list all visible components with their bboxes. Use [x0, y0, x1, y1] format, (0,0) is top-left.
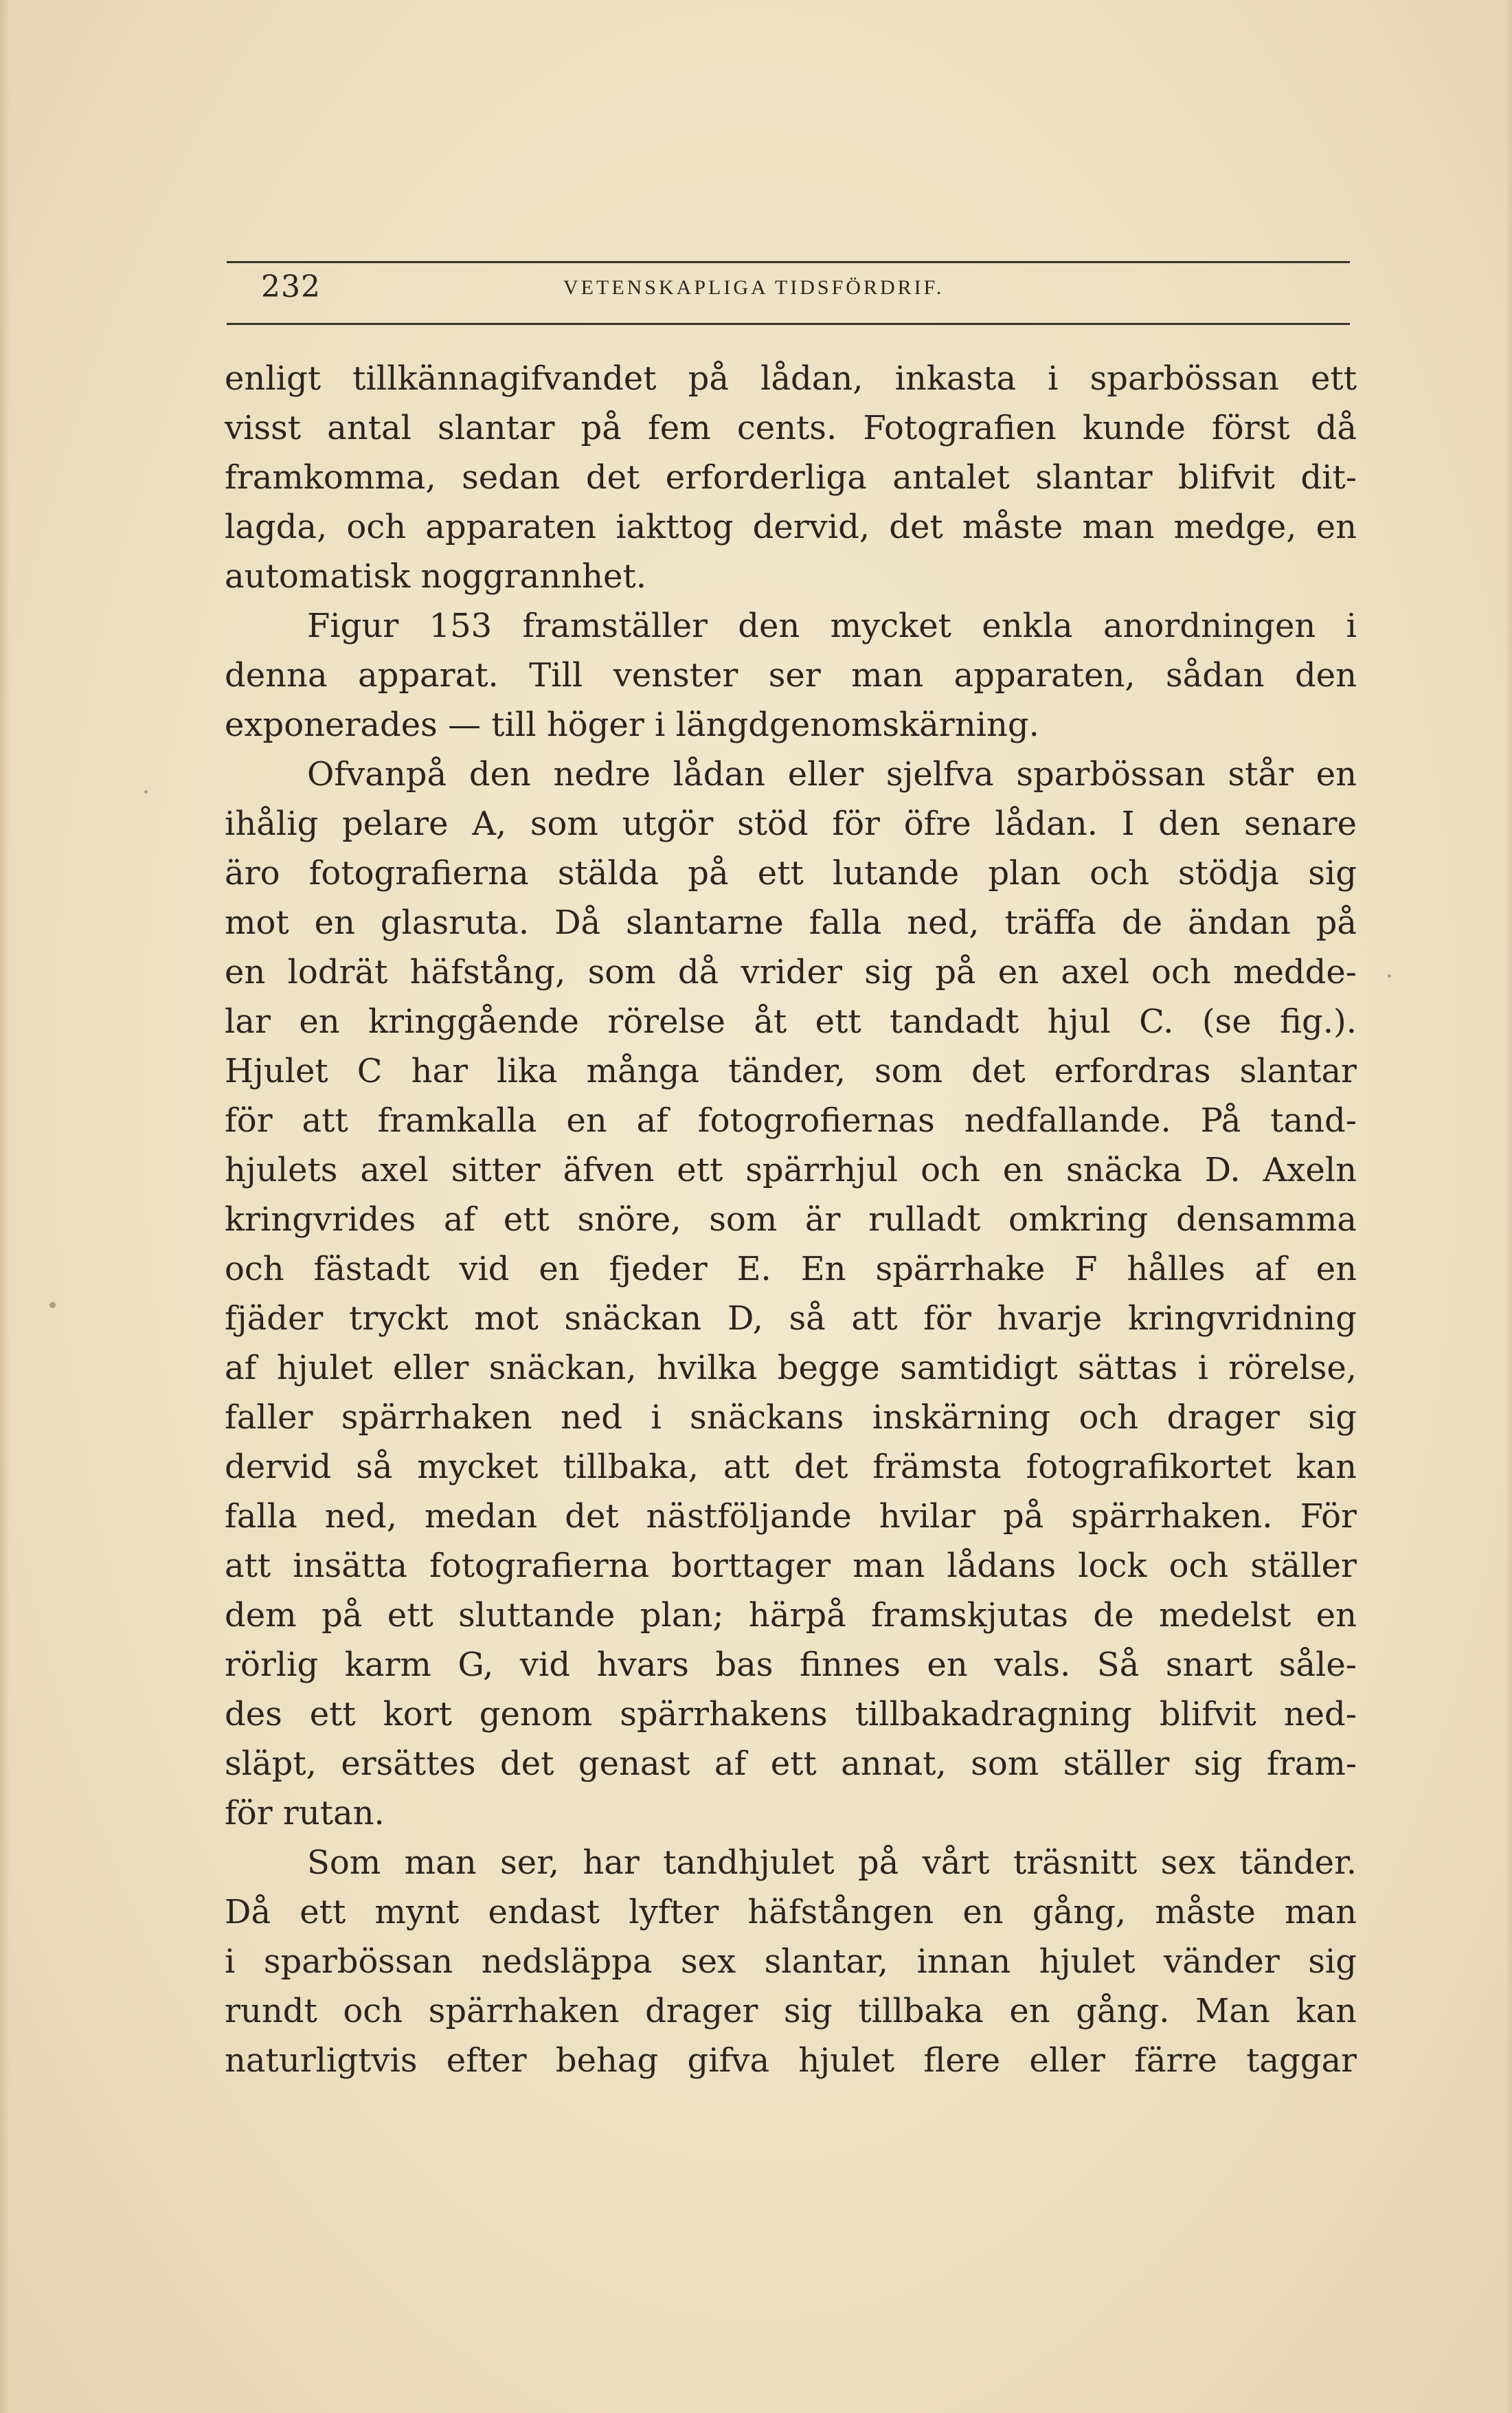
header-rule-bottom: [227, 323, 1350, 325]
paper-speck: [49, 1302, 56, 1308]
text-line: lar en kringgående rörelse åt ett tandadt hjul C. (se fig.).: [225, 1002, 1357, 1041]
header-rule-top: [227, 261, 1350, 263]
text-line: enligt tillkännagifvandet på lådan, inkasta i sparbössan ett: [225, 359, 1357, 398]
running-head: VETENSKAPLIGA TIDSFÖRDRIF.: [563, 276, 945, 299]
text-line: för rutan.: [225, 1794, 385, 1832]
text-line: och fästadt vid en fjeder E. En spärrhake F hålles af en: [225, 1250, 1357, 1288]
text-line: Ofvanpå den nedre lådan eller sjelfva sparbössan står en: [307, 755, 1357, 794]
text-line: äro fotografierna stälda på ett lutande plan och stödja sig: [225, 854, 1357, 893]
text-line: Som man ser, har tandhjulet på vårt träsnitt sex tänder.: [307, 1843, 1357, 1882]
text-line: visst antal slantar på fem cents. Fotografien kunde först då: [225, 409, 1357, 447]
text-line: en lodrät häfstång, som då vrider sig på en axel och medde-: [225, 953, 1357, 991]
text-line: faller spärrhaken ned i snäckans inskärning och drager sig: [225, 1398, 1357, 1437]
text-line: Hjulet C har lika många tänder, som det erfordras slantar: [225, 1052, 1357, 1090]
text-line: i sparbössan nedsläppa sex slantar, innan hjulet vänder sig: [225, 1942, 1357, 1981]
text-line: denna apparat. Till venster ser man apparaten, sådan den: [225, 656, 1357, 695]
text-line: kringvrides af ett snöre, som är rulladt omkring densamma: [225, 1200, 1357, 1239]
text-line: att insätta fotografierna borttager man lådans lock och ställer: [225, 1547, 1357, 1585]
text-line: fjäder tryckt mot snäckan D, så att för hvarje kringvridning: [225, 1299, 1357, 1338]
text-line: Figur 153 framställer den mycket enkla anordningen i: [307, 607, 1357, 645]
text-line: rörlig karm G, vid hvars bas finnes en vals. Så snart såle-: [225, 1646, 1357, 1684]
text-line: hjulets axel sitter äfven ett spärrhjul och en snäcka D. Axeln: [225, 1151, 1357, 1189]
text-line: dervid så mycket tillbaka, att det främsta fotografikortet kan: [225, 1448, 1357, 1486]
page-edge-right: [1505, 0, 1512, 2413]
text-line: för att framkalla en af fotogrofiernas nedfallande. På tand-: [225, 1101, 1357, 1140]
page-edge-left: [0, 0, 10, 2413]
text-line: lagda, och apparaten iakttog dervid, det måste man medge, en: [225, 508, 1357, 546]
body-text: [225, 354, 1357, 2085]
text-line: automatisk noggrannhet.: [225, 557, 646, 596]
text-line: släpt, ersättes det genast af ett annat, som ställer sig fram-: [225, 1744, 1357, 1783]
text-line: rundt och spärrhaken drager sig tillbaka en gång. Man kan: [225, 1992, 1357, 2030]
text-line: ihålig pelare A, som utgör stöd för öfre lådan. I den senare: [225, 805, 1357, 843]
text-line: framkomma, sedan det erforderliga antalet slantar blifvit dit-: [225, 458, 1357, 497]
text-line: af hjulet eller snäckan, hvilka begge samtidigt sättas i rörelse,: [225, 1349, 1357, 1387]
text-line: exponerades — till höger i längdgenomskärning.: [225, 706, 1039, 744]
paper-speck: [144, 790, 148, 794]
paper-speck: [1388, 974, 1391, 978]
page-number: 232: [261, 269, 321, 304]
text-line: mot en glasruta. Då slantarne falla ned, träffa de ändan på: [225, 904, 1357, 942]
text-line: Då ett mynt endast lyfter häfstången en gång, måste man: [225, 1893, 1357, 1931]
text-line: des ett kort genom spärrhakens tillbakadragning blifvit ned-: [225, 1695, 1357, 1733]
text-line: naturligtvis efter behag gifva hjulet flere eller färre taggar: [225, 2041, 1357, 2080]
text-line: falla ned, medan det nästföljande hvilar på spärrhaken. För: [225, 1497, 1357, 1536]
page-header: [227, 261, 1350, 330]
text-line: dem på ett sluttande plan; härpå framskjutas de medelst en: [225, 1596, 1357, 1635]
